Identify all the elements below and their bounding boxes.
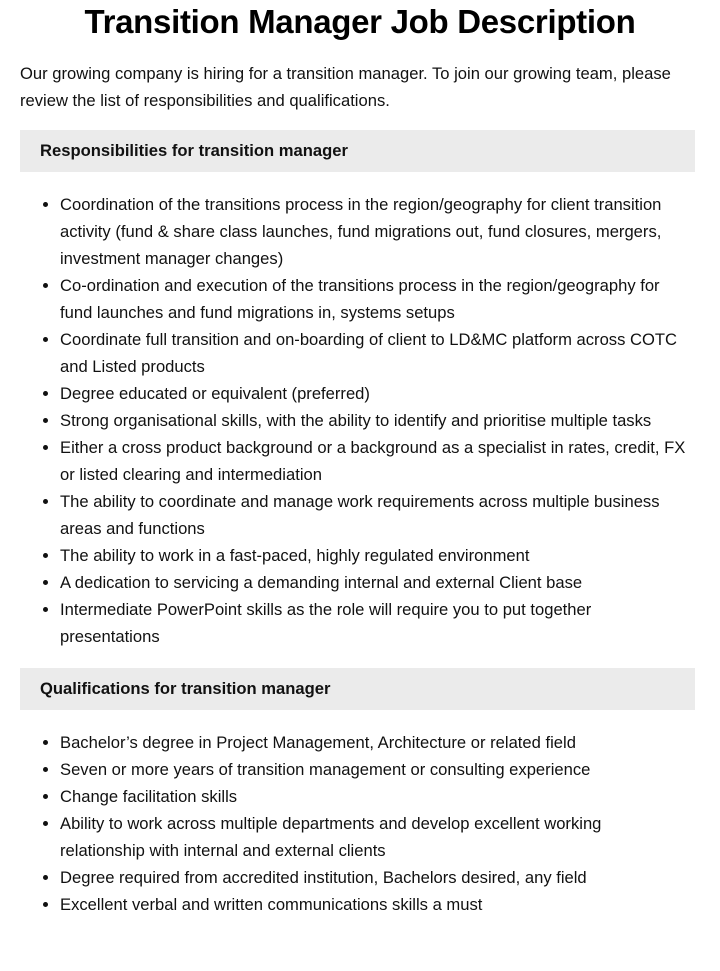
list-item: • Degree educated or equivalent (preferred) — [60, 380, 690, 407]
list-item: • Strong organisational skills, with the ability to identify and prioritise multiple tasks — [60, 407, 690, 434]
list-item: • Change facilitation skills — [60, 783, 690, 810]
intro-paragraph: Our growing company is hiring for a transition manager. To join our growing team, please review the list of responsibilities and qualifications. — [20, 64, 671, 110]
list-item: • Excellent verbal and written communications skills a must — [60, 891, 690, 918]
list-item: • Coordinate full transition and on-boarding of client to LD&MC platform across COTC and Listed products — [60, 326, 690, 380]
list-item: • The ability to work in a fast-paced, highly regulated environment — [60, 542, 690, 569]
list-item: • Coordination of the transitions process in the region/geography for client transition activity (fund & share class launches, fund migrations out, fund closures, mergers, investment manager changes) — [60, 191, 690, 272]
qualifications-list — [20, 729, 690, 918]
qualifications-heading: Qualifications for transition manager — [20, 668, 695, 710]
list-item: • The ability to coordinate and manage work requirements across multiple business areas and functions — [60, 488, 690, 542]
list-item: • Degree required from accredited institution, Bachelors desired, any field — [60, 864, 690, 891]
list-item: • Seven or more years of transition management or consulting experience — [60, 756, 690, 783]
list-item: • Bachelor’s degree in Project Management, Architecture or related field — [60, 729, 690, 756]
list-item: • Intermediate PowerPoint skills as the role will require you to put together presentations — [60, 596, 690, 650]
list-item: • Either a cross product background or a background as a specialist in rates, credit, FX or listed clearing and intermediation — [60, 434, 690, 488]
page-title: Transition Manager Job Description — [84, 3, 636, 40]
list-item: • Co-ordination and execution of the transitions process in the region/geography for fund launches and fund migrations in, systems setups — [60, 272, 690, 326]
responsibilities-list — [20, 191, 690, 650]
responsibilities-heading: Responsibilities for transition manager — [20, 130, 695, 172]
list-item: • Ability to work across multiple departments and develop excellent working relationship with internal and external clients — [60, 810, 690, 864]
list-item: • A dedication to servicing a demanding internal and external Client base — [60, 569, 690, 596]
